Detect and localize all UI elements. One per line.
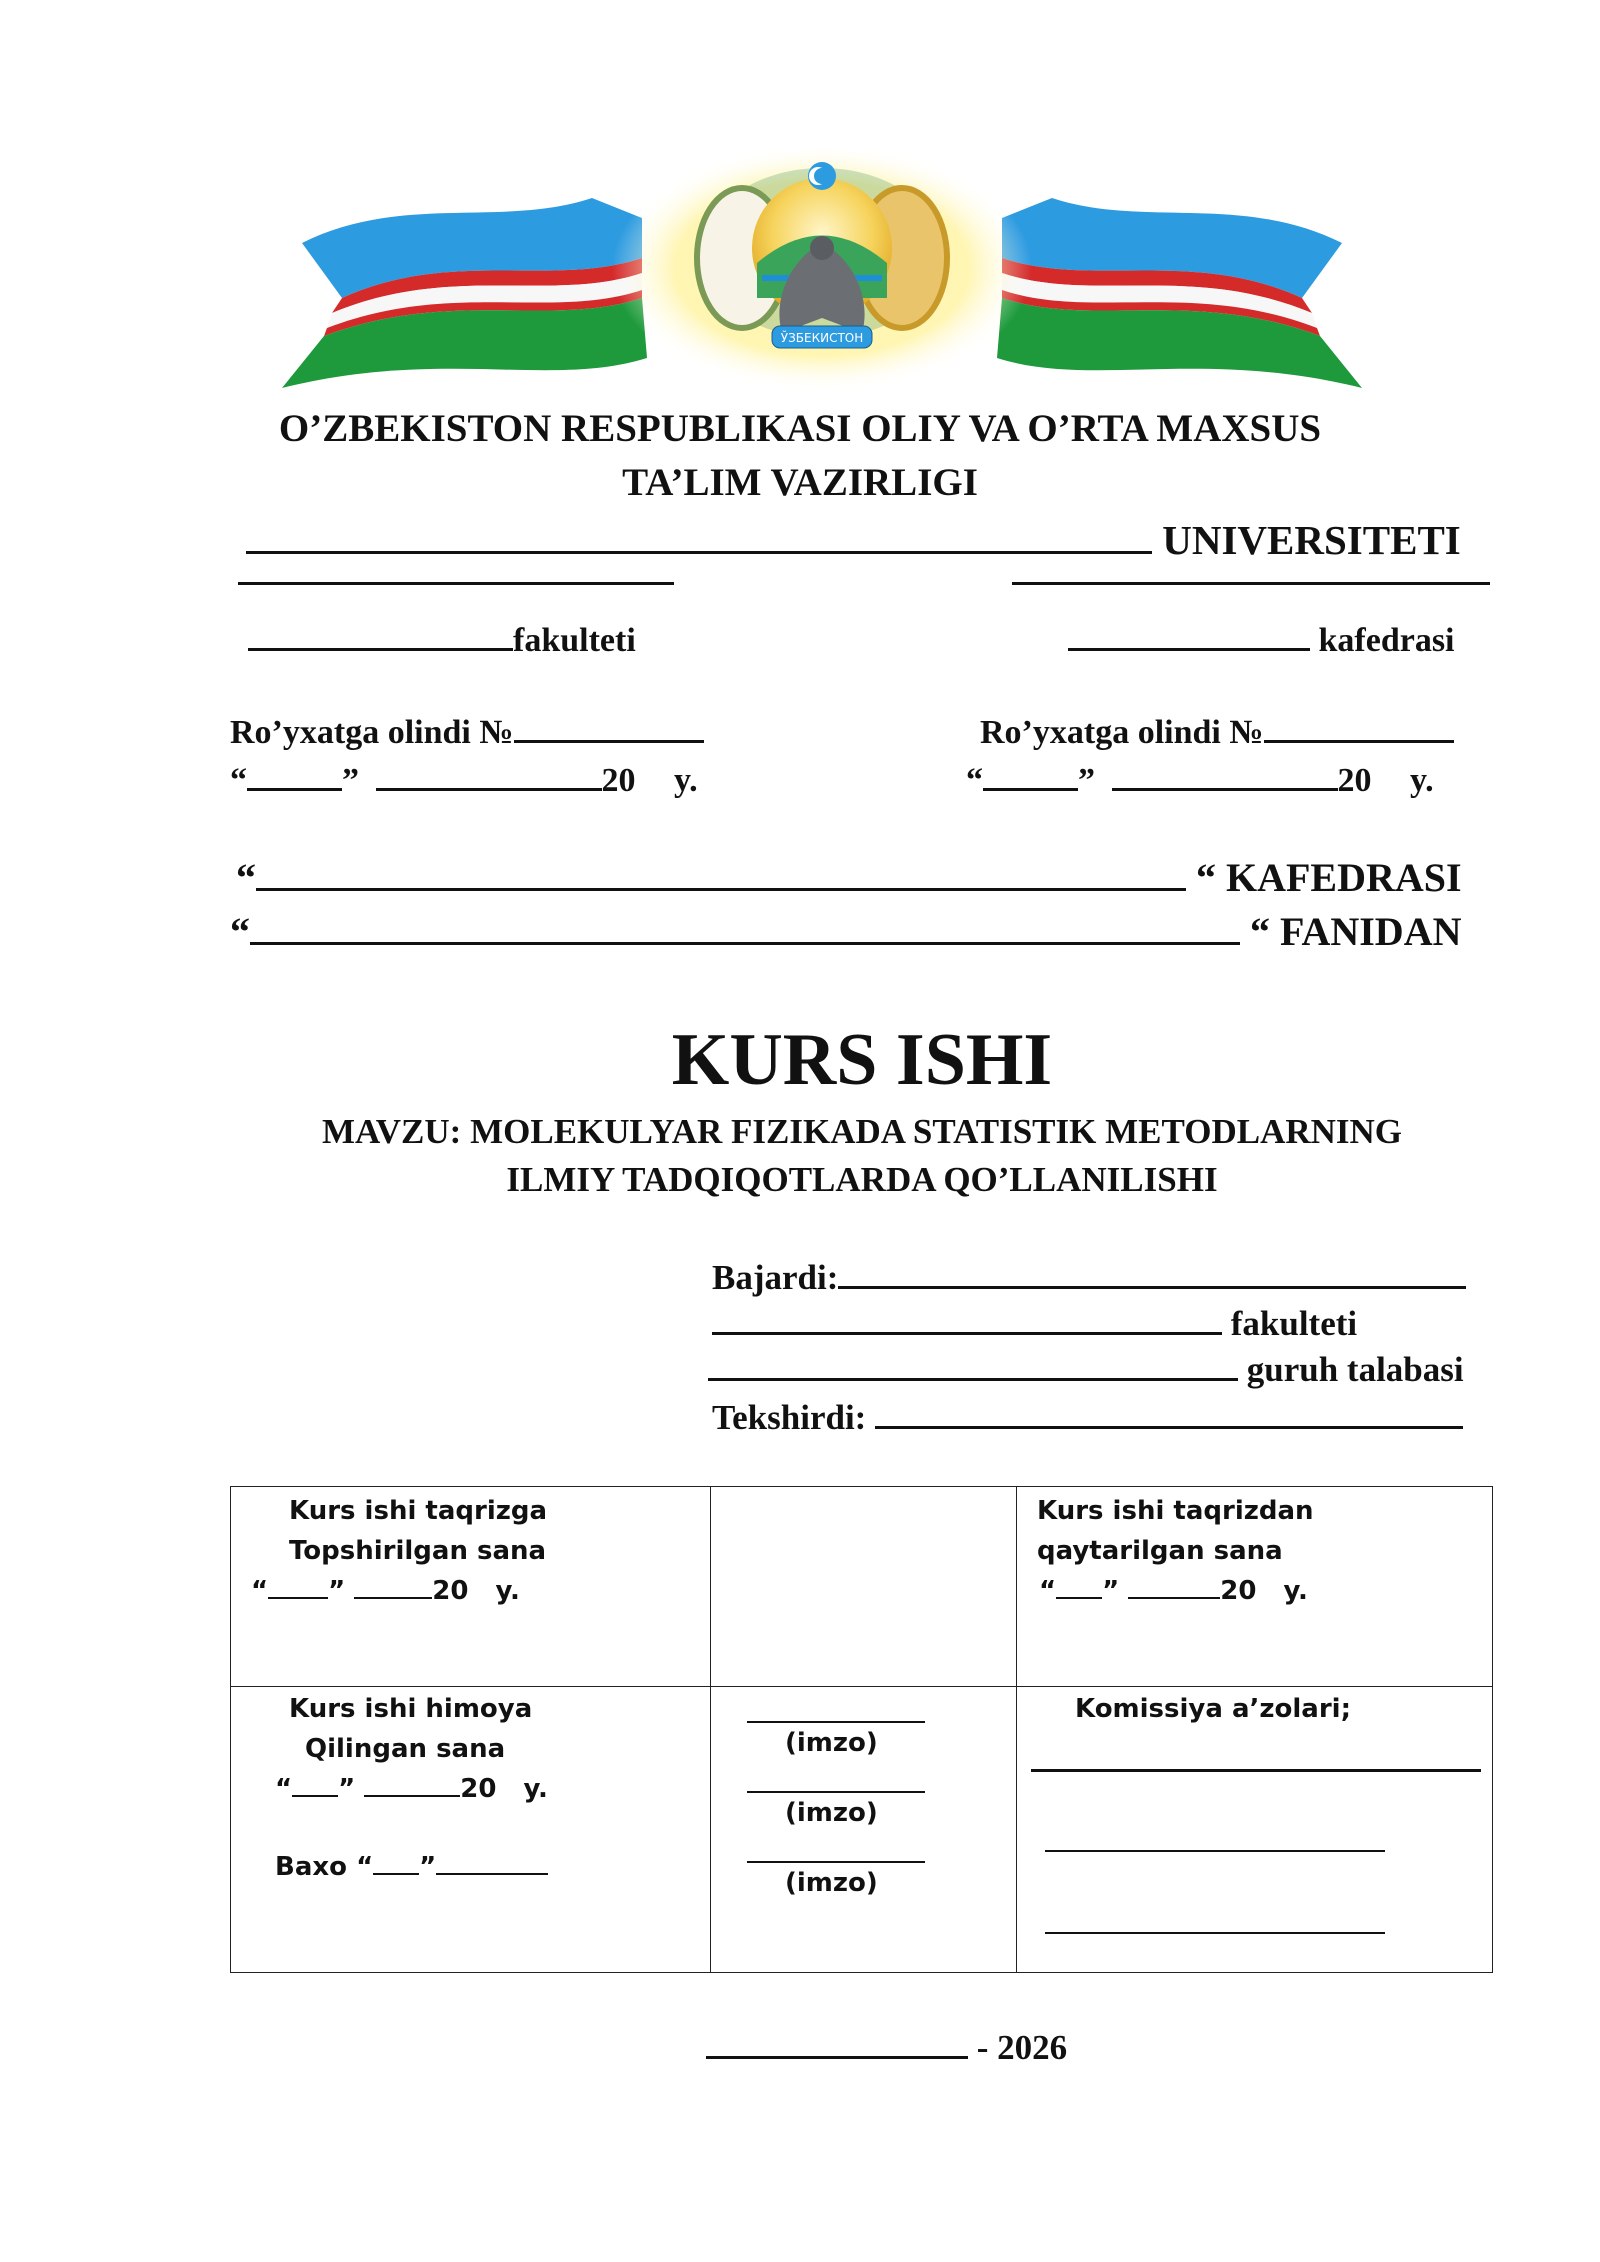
table-row bbox=[231, 1687, 1493, 1973]
submitted-cell bbox=[231, 1487, 711, 1687]
open-quote: “ bbox=[236, 855, 256, 900]
registration-right-label: Ro’yxatga olindi № bbox=[980, 714, 1264, 751]
group-student-label: guruh talabasi bbox=[1246, 1350, 1464, 1389]
returned-line1: Kurs ishi taqrizdan bbox=[1037, 1496, 1314, 1526]
topic-line1: MAVZU: MOLEKULYAR FIZIKADA STATISTIK METODLARNING bbox=[321, 1112, 1403, 1151]
commission-cell bbox=[1017, 1687, 1493, 1973]
defended-cell bbox=[231, 1687, 711, 1973]
right-flag-icon bbox=[997, 198, 1362, 388]
close-quote: ” bbox=[342, 762, 359, 799]
ministry-heading-line2: TA’LIM VAZIRLIGI bbox=[622, 461, 978, 504]
close-quote: ” bbox=[1102, 1576, 1120, 1606]
signature-label: (imzo) bbox=[785, 1868, 878, 1898]
subject-name-line bbox=[230, 908, 1461, 955]
grade-line bbox=[231, 1847, 710, 1887]
close-quote: ” bbox=[1078, 762, 1095, 799]
defended-line2: Qilingan sana bbox=[305, 1734, 506, 1764]
left-flag-icon bbox=[282, 198, 647, 388]
year-prefix: 20 bbox=[432, 1576, 469, 1606]
department-suffix: “ KAFEDRASI bbox=[1196, 855, 1462, 900]
year-prefix: 20 bbox=[601, 762, 636, 799]
open-quote: “ bbox=[356, 1852, 374, 1882]
year-suffix: y. bbox=[1283, 1576, 1308, 1606]
department-line bbox=[1068, 618, 1455, 660]
open-quote: “ bbox=[275, 1774, 293, 1804]
done-by-line bbox=[712, 1256, 1466, 1298]
footer-year: - 2026 bbox=[976, 2028, 1068, 2067]
registration-left bbox=[230, 710, 704, 752]
open-quote: “ bbox=[966, 762, 983, 799]
signature-label: (imzo) bbox=[785, 1728, 878, 1758]
open-quote: “ bbox=[230, 762, 247, 799]
topic-line2: ILMIY TADQIQOTLARDA QO’LLANILISHI bbox=[506, 1160, 1218, 1199]
defended-line1: Kurs ishi himoya bbox=[289, 1694, 533, 1724]
university-label: UNIVERSITETI bbox=[1162, 517, 1461, 563]
review-table bbox=[230, 1486, 1493, 1973]
open-quote: “ bbox=[251, 1576, 269, 1606]
subject-suffix: “ FANIDAN bbox=[1250, 909, 1462, 954]
registration-left-label: Ro’yxatga olindi № bbox=[230, 714, 514, 751]
returned-line2: qaytarilgan sana bbox=[1037, 1536, 1283, 1566]
returned-date bbox=[1017, 1571, 1492, 1611]
emblem-ribbon-text: ЎЗБЕКИСТОН bbox=[780, 331, 864, 345]
defended-date bbox=[231, 1769, 710, 1809]
coat-of-arms-icon bbox=[697, 162, 947, 348]
commission-member-line bbox=[1031, 1729, 1481, 1772]
university-line bbox=[246, 516, 1461, 564]
department-label: kafedrasi bbox=[1318, 622, 1455, 659]
year-suffix: y. bbox=[674, 762, 698, 799]
submitted-date bbox=[231, 1571, 710, 1611]
checked-by-line bbox=[712, 1396, 1463, 1438]
empty-cell bbox=[711, 1487, 1017, 1687]
open-quote: “ bbox=[230, 909, 250, 954]
submitted-line2: Topshirilgan sana bbox=[289, 1536, 547, 1566]
close-quote: ” bbox=[328, 1576, 346, 1606]
ministry-heading-line1: O’ZBEKISTON RESPUBLIKASI OLIY VA O’RTA MAXSUS bbox=[278, 407, 1322, 450]
submitted-line1: Kurs ishi taqrizga bbox=[289, 1496, 548, 1526]
table-row bbox=[231, 1487, 1493, 1687]
department-name-line bbox=[236, 854, 1462, 901]
performer-faculty-label: fakulteti bbox=[1230, 1304, 1358, 1343]
year-prefix: 20 bbox=[460, 1774, 497, 1804]
registration-right bbox=[980, 710, 1454, 752]
year-prefix: 20 bbox=[1220, 1576, 1257, 1606]
footer-year-line bbox=[706, 2026, 1067, 2068]
department-blank-line bbox=[1012, 582, 1490, 585]
year-suffix: y. bbox=[523, 1774, 548, 1804]
commission-member-line bbox=[1045, 1852, 1385, 1934]
commission-label: Komissiya a’zolari; bbox=[1075, 1694, 1351, 1724]
group-student-line bbox=[708, 1348, 1464, 1390]
document-title: KURS ISHI bbox=[671, 1019, 1053, 1101]
close-quote: ” bbox=[338, 1774, 356, 1804]
grade-label: Baxo bbox=[275, 1852, 347, 1882]
performer-faculty-line bbox=[712, 1302, 1357, 1344]
year-suffix: y. bbox=[1410, 762, 1434, 799]
faculty-blank-line bbox=[238, 582, 674, 585]
signature-label: (imzo) bbox=[785, 1798, 878, 1828]
checked-by-label: Tekshirdi: bbox=[712, 1398, 867, 1437]
uzbekistan-emblem-banner bbox=[262, 148, 1382, 388]
signature-cell bbox=[711, 1687, 1017, 1973]
returned-cell bbox=[1017, 1487, 1493, 1687]
signature-line bbox=[747, 1689, 925, 1723]
registration-date-right bbox=[966, 758, 1434, 800]
close-quote: ” bbox=[419, 1852, 437, 1882]
registration-date-left bbox=[230, 758, 698, 800]
year-suffix: y. bbox=[495, 1576, 520, 1606]
faculty-line bbox=[248, 618, 636, 660]
open-quote: “ bbox=[1039, 1576, 1057, 1606]
done-by-label: Bajardi: bbox=[712, 1258, 839, 1297]
faculty-label: fakulteti bbox=[513, 622, 636, 659]
commission-member-line bbox=[1045, 1772, 1385, 1852]
year-prefix: 20 bbox=[1337, 762, 1372, 799]
